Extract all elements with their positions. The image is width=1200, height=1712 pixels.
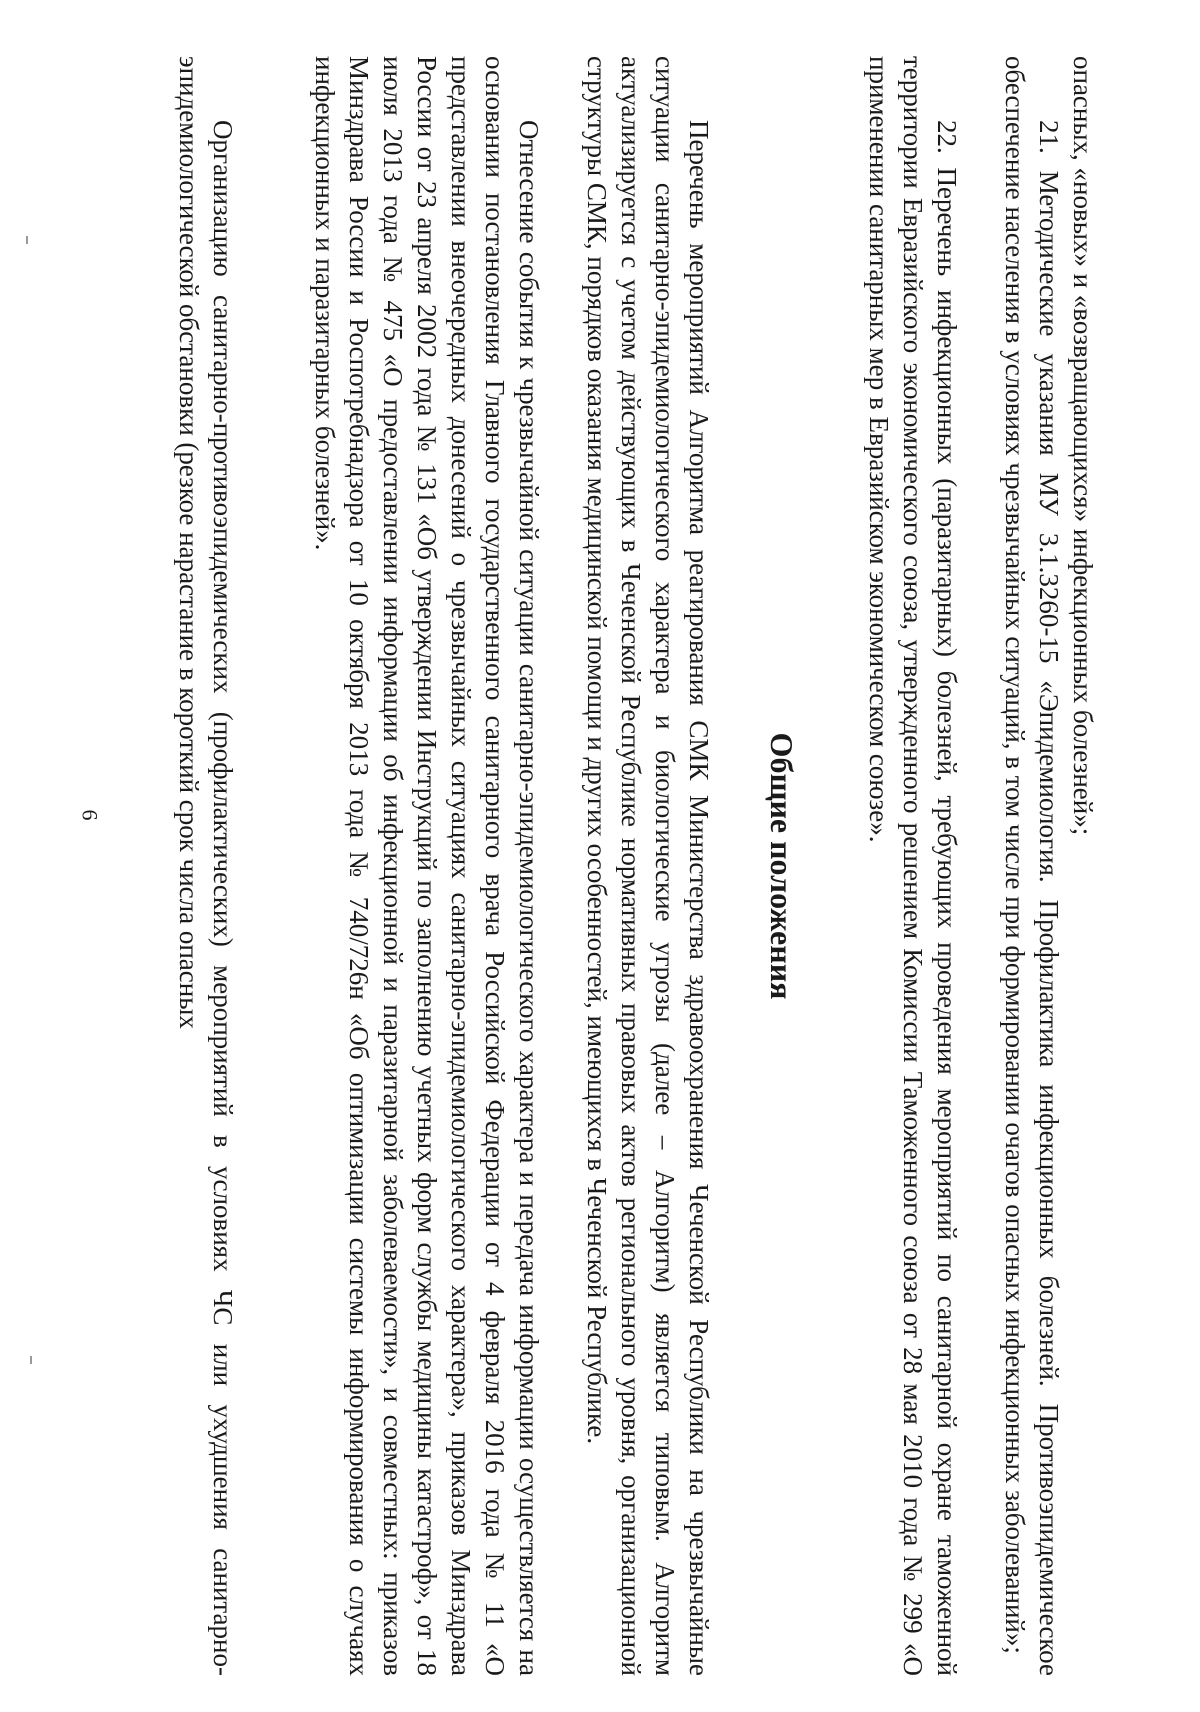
list-continuation: опасных, «новых» и «возвращающихся» инфекционных болезней»; [1068,56,1098,836]
section-heading: Общие положения [764,732,800,1000]
rotated-text-block [140,56,1100,1676]
paragraph-organization: Организацию санитарно-противоэпидемических (профилактических) мероприятий в условиях ЧС или ухудшения санитарно-эпидемиологической обстановки (резкое нарастание в короткий срок числа опасных [174,56,238,1676]
page-number: 6 [77,809,103,821]
list-item-22: 22. Перечень инфекционных (паразитарных) болезней, требующих проведения мероприятий по санитарной охране таможенной территории Евразийского экономического союза, утвержденного решением Комиссии Таможенного союза от 28 мая 2010 года № 299 «О применении санитарных мер в Евразийском экономическом союзе». [864,56,962,1676]
paragraph-event-classification: Отнесение события к чрезвычайной ситуации санитарно-эпидемиологического характера и передача информации осуществляется на основании постановления Главного государственного санитарного врача Российской Федерации от 4 февраля 2016 года № 11 «О представлении внеочередных донесений о чрезвычайных ситуациях санитарно-эпидемиологического характера», приказов Минздрава России от 23 апреля 2002 года № 131 «Об утверждении Инструкций по заполнению учетных форм службы медицины катастроф», от 18 июля 2013 года № 475 «О предоставлении информации об инфекционной и паразитарной заболеваемости», и совместных: приказов Минздрава России и Роспотребнадзора от 10 октября 2013 года № 740/726н «Об оптимизации системы информирования о случаях инфекционных и паразитарных болезней». [310,56,544,1676]
paragraph-algorithm-scope: Перечень мероприятий Алгоритма реагирования СМК Министерства здравоохранения Чеченской Республики на чрезвычайные ситуации санитарно-эпидемиологического характера и биологические угрозы (далее – Алгоритм) является типовым. Алгоритм актуализируется с учетом действующих в Чеченской Республике нормативных правовых актов регионального уровня, организационной структуры СМК, порядков оказания медицинской помощи и других особенностей, имеющихся в Чеченской Республике. [582,56,714,1676]
list-item-21: 21. Методические указания МУ 3.1.3260-15 «Эпидемиология. Профилактика инфекционных болезней. Противоэпидемическое обеспечение населения в условиях чрезвычайных ситуаций, в том числе при формировании очагов опасных инфекционных заболеваний»; [1000,56,1064,1676]
scan-mark [30,1356,32,1364]
scan-mark [26,236,28,244]
